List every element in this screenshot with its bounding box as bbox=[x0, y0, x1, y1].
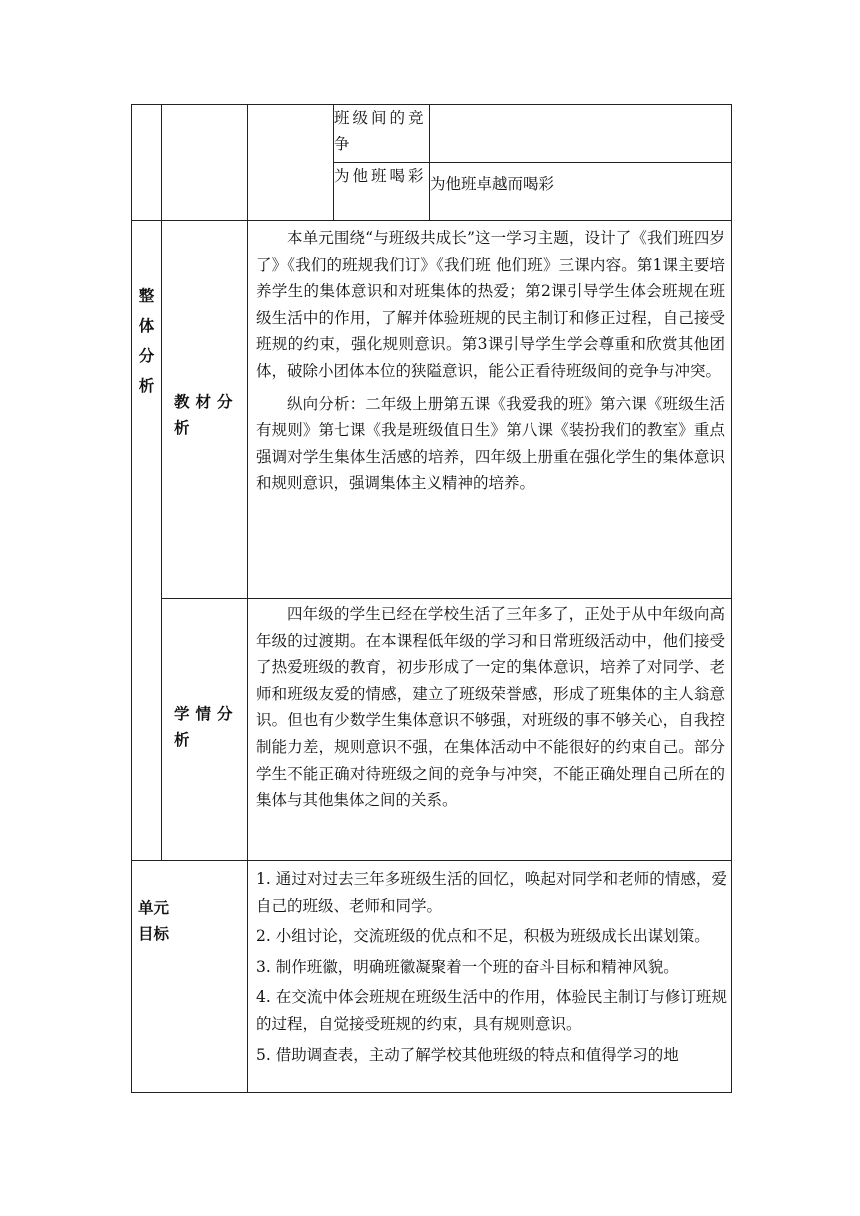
unit-goals-label bbox=[132, 861, 248, 1093]
unit-goals-label-line: 单元 bbox=[138, 899, 170, 917]
student-paragraph: 四年级的学生已经在学校生活了三年多了，正处于从中年级向高年级的过渡期。在本课程低年级的学习和日常班级活动中，他们接受了热爱班级的教育，初步形成了一定的集体意识，培养了对同学、老师和班级友爱的情感，建立了班级荣誉感，形成了班集体的主人翁意识。但也有少数学生集体意识不够强，对班级的事不够关心，自我控制能力差，规则意识不强，在集体活动中不能很好的约束自己。部分学生不能正确对待班级之间的竞争与冲突，不能正确处理自己所在的集体与其他集体之间的关系。 bbox=[256, 605, 725, 810]
content-cell bbox=[430, 105, 732, 163]
table-row bbox=[132, 105, 732, 163]
goal-item: 4. 在交流中体会班规在班级生活中的作用，体验民主制订与修订班规的过程，自觉接受班规的约束，具有规则意识。 bbox=[256, 988, 727, 1033]
unit-goals-content bbox=[248, 861, 732, 1093]
table-row bbox=[132, 221, 732, 599]
goal-item: 5. 借助调查表，主动了解学校其他班级的特点和值得学习的地 bbox=[256, 1045, 679, 1064]
textbook-analysis-label: 教材分析 bbox=[162, 221, 248, 599]
textbook-paragraph: 纵向分析：二年级上册第五课《我爱我的班》第六课《班级生活有规则》第七课《我是班级值日生》第八课《装扮我们的教室》重点强调对学生集体生活感的培养，四年级上册重在强化学生的集体意识和规则意识，强调集体主义精神的培养。 bbox=[256, 394, 725, 493]
textbook-paragraph: 本单元围绕“与班级共成长”这一学习主题，设计了《我们班四岁了》《我们的班规我们订》《我们班 他们班》三课内容。第1课主要培养学生的集体意识和对班集体的热爱；第2课引导学生体会班规在班级生活中的作用，了解并体验班规的民主制订和修正过程，自己接受班规的约束，强化规则意识。第3课引导学生学会尊重和欣赏其他团体，破除小团体本位的狭隘意识，能公正看待班级间的竞争与冲突。 bbox=[256, 229, 725, 380]
table-row bbox=[132, 599, 732, 861]
activity-cell: 为他班喝彩 bbox=[334, 163, 430, 221]
content-cell: 为他班卓越而喝彩 bbox=[430, 163, 732, 221]
unit-plan-table bbox=[131, 104, 732, 1093]
table-row bbox=[132, 861, 732, 1093]
student-analysis-label: 学情分析 bbox=[162, 599, 248, 861]
goal-item: 1. 通过对过去三年多班级生活的回忆，唤起对同学和老师的情感，爱自己的班级、老师和同学。 bbox=[256, 870, 727, 915]
empty-cell bbox=[162, 105, 248, 221]
empty-cell bbox=[132, 105, 162, 221]
textbook-analysis-content bbox=[248, 221, 732, 599]
activity-cell: 班级间的竞争 bbox=[334, 105, 430, 163]
goal-item: 2. 小组讨论，交流班级的优点和不足，积极为班级成长出谋划策。 bbox=[256, 927, 710, 946]
goal-item: 3. 制作班徽，明确班徽凝聚着一个班的奋斗目标和精神风貌。 bbox=[256, 957, 679, 976]
student-analysis-content bbox=[248, 599, 732, 861]
overall-analysis-label: 整体分析 bbox=[132, 221, 162, 861]
unit-goals-label-line: 目标 bbox=[138, 925, 170, 943]
empty-cell bbox=[248, 105, 334, 221]
